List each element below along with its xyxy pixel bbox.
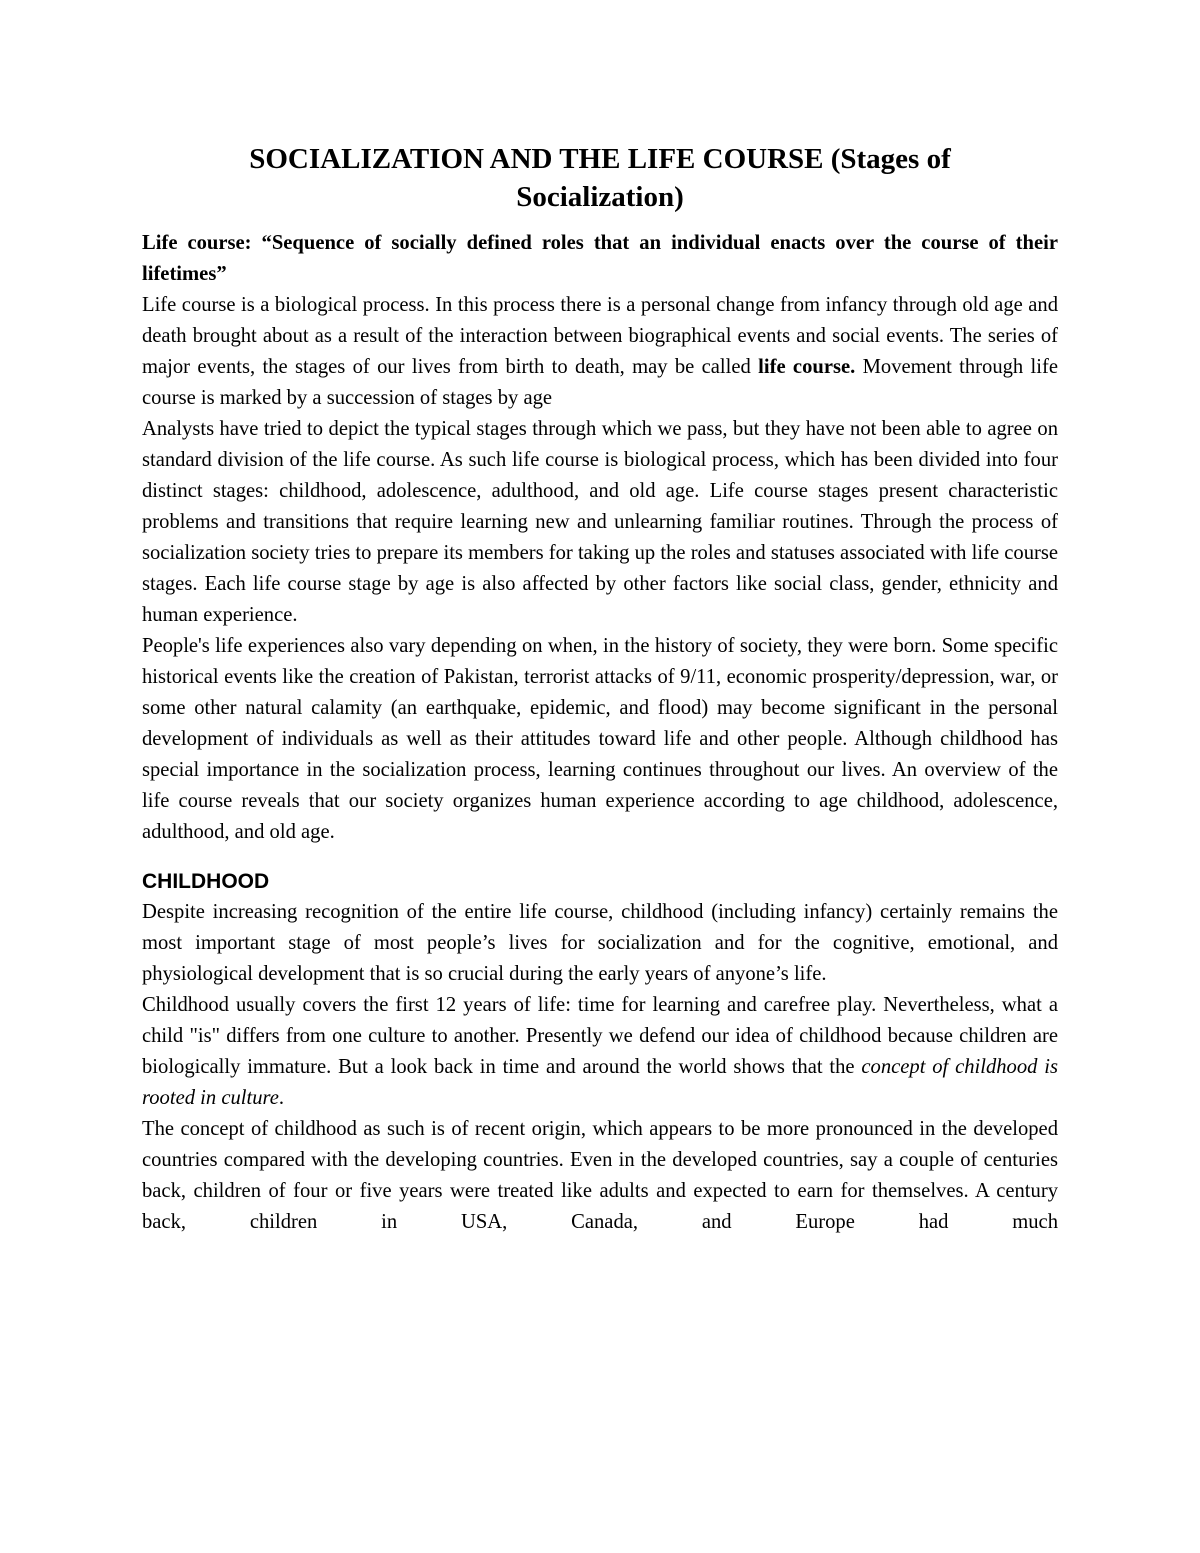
paragraph-analysts: Analysts have tried to depict the typical stages through which we pass, but they have not been able to agree on standard division of the life course. As such life course is biological process, which has been divided into four distinct stages: childhood, adolescence, adulthood, and old age. Life course stages present characteristic problems and transitions that require learning new and unlearning familiar routines. Through the process of socialization society tries to prepare its members for taking up the roles and statuses associated with life course stages. Each life course stage by age is also affected by other factors like social class, gender, ethnicity and human experience. [142, 418, 1058, 626]
section-heading-childhood: CHILDHOOD [142, 870, 270, 893]
bold-term-life-course: life course. [758, 356, 856, 378]
paragraph-text: Life course is a biological process. In this process there is a personal change from infancy through old age and death brought about as a result of the interaction between biographical events and social events. The series of major events, the stages of our lives from birth to death, may be called [142, 294, 1058, 378]
paragraph-childhood-definition [142, 990, 1058, 1114]
paragraph-text: . [278, 1087, 285, 1109]
paragraph-text: Movement through life course is marked by a succession of stages by age [142, 356, 1058, 409]
page-title [142, 140, 1058, 216]
definition-paragraph: Life course: “Sequence of socially defined roles that an individual enacts over the course of their lifetimes” [142, 232, 1058, 285]
paragraph-life-course [142, 290, 1058, 414]
italic-phrase: concept of childhood is rooted in culture [142, 1056, 1058, 1109]
paragraph-childhood-importance: Despite increasing recognition of the entire life course, childhood (including infancy) certainly remains the most important stage of most people’s lives for socialization and for the cognitive, emotional, and physiological development that is so crucial during the early years of anyone’s life. [142, 901, 1058, 985]
title-line-2: Socialization) [516, 181, 684, 213]
paragraph-childhood-origin: The concept of childhood as such is of recent origin, which appears to be more pronounced in the developed countries compared with the developing countries. Even in the developed countries, say a couple of centuries back, children of four or five years were treated like adults and expected to earn for themselves. A century back, children in USA, Canada, and Europe had much [142, 1118, 1058, 1233]
title-line-1: SOCIALIZATION AND THE LIFE COURSE (Stages of [249, 143, 951, 175]
paragraph-life-experiences: People's life experiences also vary depending on when, in the history of society, they were born. Some specific historical events like the creation of Pakistan, terrorist attacks of 9/11, economic prosperity/depression, war, or some other natural calamity (an earthquake, epidemic, and flood) may become significant in the personal development of individuals as well as their attitudes toward life and other people. Although childhood has special importance in the socialization process, learning continues throughout our lives. An overview of the life course reveals that our society organizes human experience according to age childhood, adolescence, adulthood, and old age. [142, 635, 1058, 843]
paragraph-text: Childhood usually covers the first 12 years of life: time for learning and carefree play. Nevertheless, what a child "is" differs from one culture to another. Presently we defend our idea of childhood because children are biologically immature. But a look back in time and around the world shows that the [142, 994, 1058, 1078]
document-page [142, 140, 1058, 1238]
